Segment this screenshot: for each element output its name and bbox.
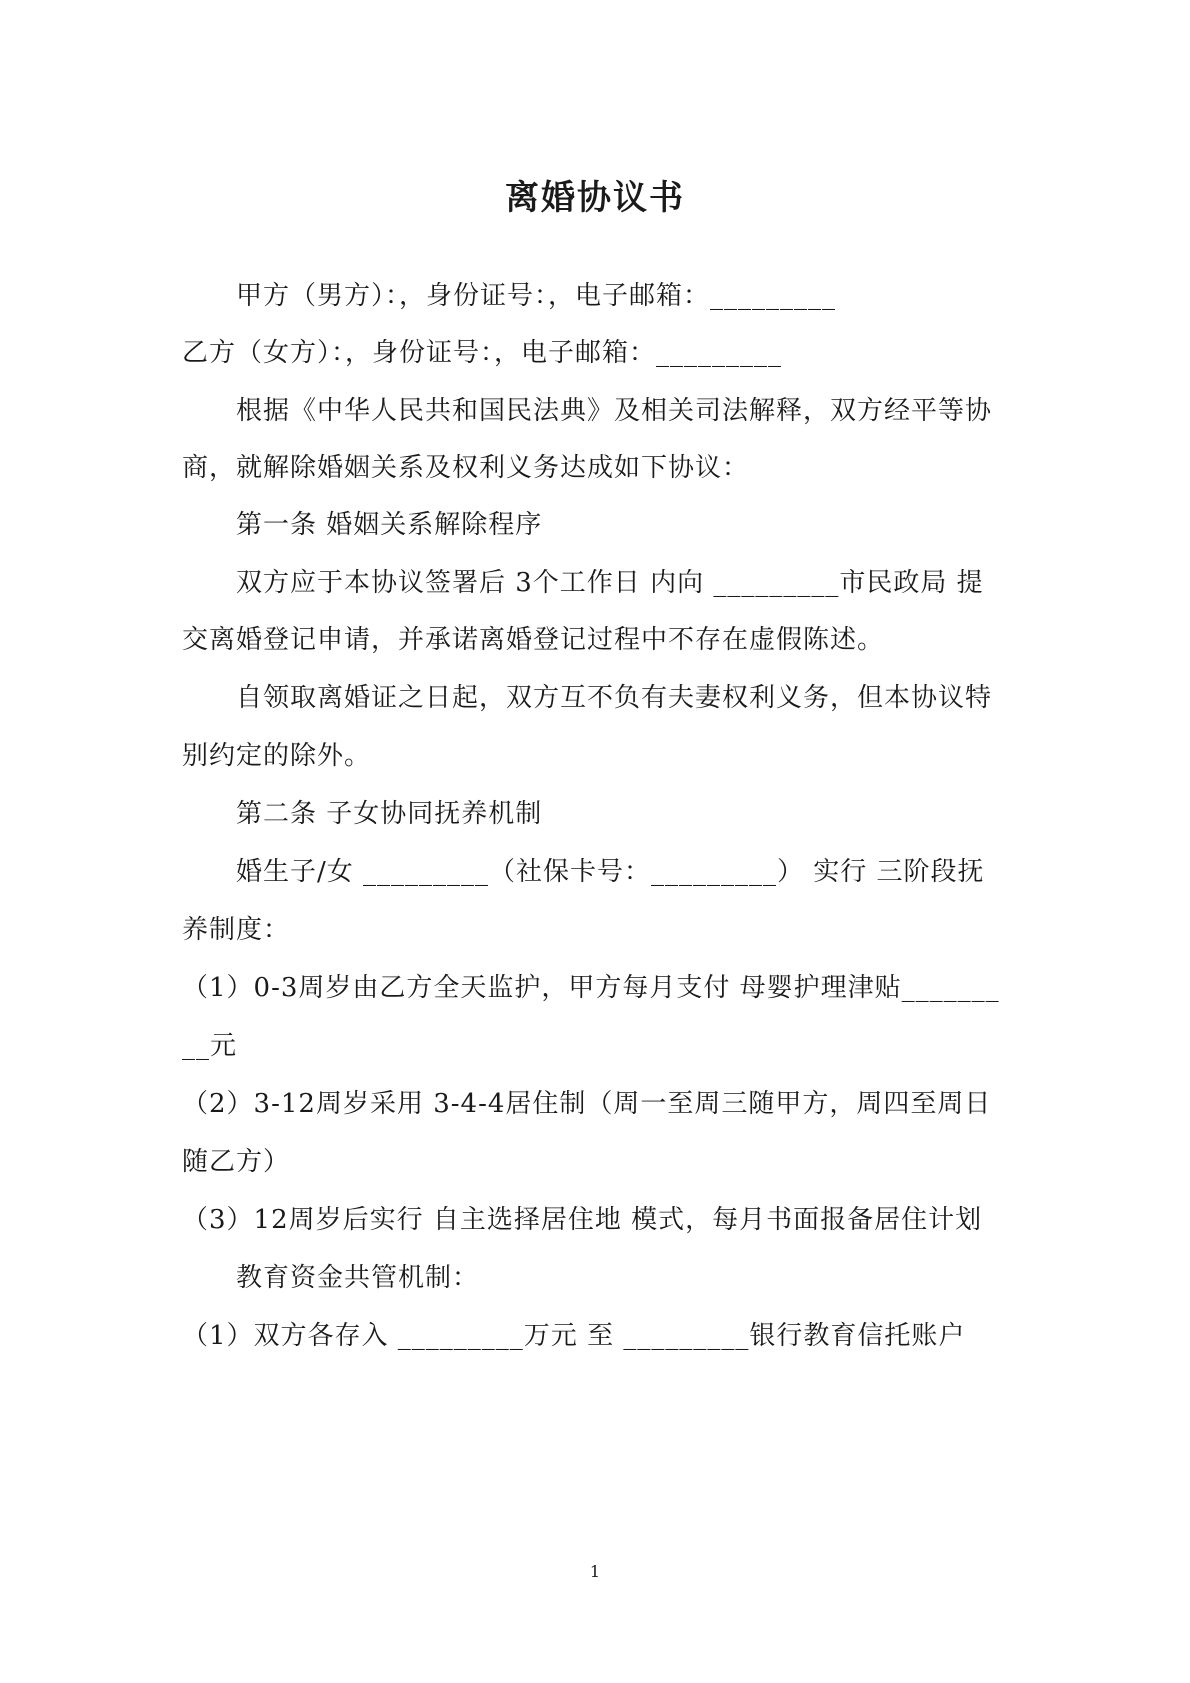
article-2-heading: 第二条 子女协同抚养机制 (236, 799, 543, 829)
preamble-line-1: 根据《中华人民共和国民法典》及相关司法解释，双方经平等协 (236, 396, 993, 426)
custody-item-2-line-2: 随乙方） (182, 1147, 291, 1177)
article-2-para-1-line-1: 婚生子/女 _________（社保卡号：_________） 实行 三阶段抚 (236, 857, 985, 887)
document-title: 离婚协议书 (505, 178, 685, 218)
article-1-para-2-line-2: 别约定的除外。 (182, 741, 372, 771)
preamble-line-2: 商，就解除婚姻关系及权利义务达成如下协议： (182, 453, 750, 483)
page-number: 1 (589, 1562, 601, 1581)
article-1-para-1-line-2: 交离婚登记申请，并承诺离婚登记过程中不存在虚假陈述。 (182, 625, 885, 655)
article-1-para-2-line-1: 自领取离婚证之日起，双方互不负有夫妻权利义务，但本协议特 (236, 683, 993, 713)
custody-item-2-line-1: （2）3-12周岁采用 3-4-4居住制（周一至周三随甲方，周四至周日 (182, 1089, 992, 1119)
party-a-line: 甲方（男方）：，身份证号：，电子邮箱：_________ (236, 281, 837, 311)
custody-item-1-line-2: __元 (182, 1031, 238, 1061)
party-b-line: 乙方（女方）：，身份证号：，电子邮箱：_________ (182, 338, 783, 368)
education-fund-heading: 教育资金共管机制： (236, 1263, 480, 1293)
custody-item-3: （3）12周岁后实行 自主选择居住地 模式，每月书面报备居住计划 (182, 1205, 983, 1235)
custody-item-1-line-1: （1）0-3周岁由乙方全天监护，甲方每月支付 母婴护理津贴_______ (182, 973, 1000, 1003)
article-1-para-1-line-1: 双方应于本协议签署后 3个工作日 内向 _________市民政局 提 (236, 568, 984, 598)
article-1-heading: 第一条 婚姻关系解除程序 (236, 510, 543, 540)
education-fund-item-1: （1）双方各存入 _________万元 至 _________银行教育信托账户 (182, 1321, 966, 1351)
article-2-para-1-line-2: 养制度： (182, 915, 291, 945)
